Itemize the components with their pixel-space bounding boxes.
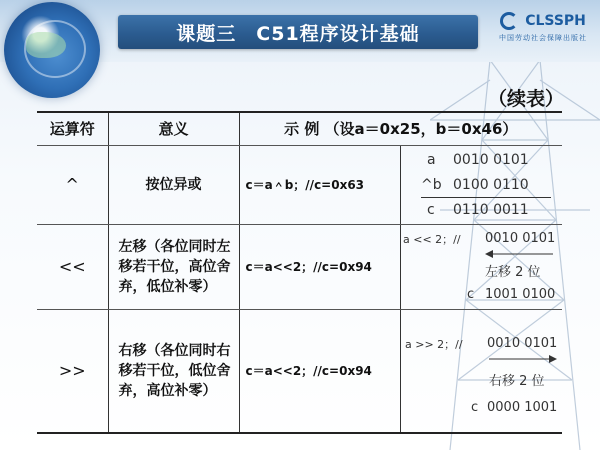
- calc-note: 左移 2 位: [485, 264, 541, 280]
- calc-value: 0010 0101: [487, 335, 558, 351]
- operator-table: [37, 111, 562, 434]
- publisher-logo: [488, 10, 598, 56]
- calc-value: 0100 0110: [453, 176, 529, 193]
- calc-label: c: [471, 399, 479, 415]
- calc-label: a: [427, 151, 436, 168]
- calc-value: 0110 0011: [453, 201, 529, 218]
- meaning-cell: 按位异或: [108, 145, 239, 224]
- logo-text: CLSSPH: [525, 12, 586, 29]
- calc-value: 0010 0101: [453, 151, 529, 168]
- example-cell: c＝a<<2；//c=0x94: [239, 224, 401, 309]
- header-operator: 运算符: [37, 112, 108, 145]
- example-cell: c＝a＾b；//c=0x63: [239, 145, 401, 224]
- calc-label: ^b: [421, 176, 442, 193]
- operator-cell: <<: [37, 224, 108, 309]
- calc-note: 右移 2 位: [489, 373, 545, 389]
- example-cell: c＝a<<2；//c=0x94: [239, 309, 401, 433]
- table-row: [37, 145, 562, 224]
- left-arrow-icon: [485, 249, 555, 259]
- calc-value: 1001 0100: [485, 286, 556, 302]
- globe-icon: [4, 2, 100, 98]
- calculation-figure: [401, 224, 563, 309]
- meaning-cell: 左移（各位同时左移若干位，高位舍弃，低位补零）: [108, 224, 239, 309]
- calc-label: c: [427, 201, 435, 218]
- operator-cell: >>: [37, 309, 108, 433]
- logo-icon: [500, 12, 518, 30]
- table-header-row: [37, 112, 562, 145]
- table-row: [37, 309, 562, 433]
- calc-value: 0000 1001: [487, 399, 558, 415]
- slide-title: 课题三 C51程序设计基础: [176, 22, 420, 45]
- calc-label: a << 2；//: [403, 232, 461, 246]
- calc-label: c: [467, 286, 475, 302]
- logo-subtext: 中国劳动社会保障出版社: [499, 33, 587, 42]
- continued-label: （续表）: [487, 88, 564, 110]
- calculation-figure: [401, 145, 563, 224]
- slide-header: [0, 0, 600, 62]
- header-meaning: 意义: [108, 112, 239, 145]
- right-arrow-icon: [487, 354, 557, 364]
- title-bar: [118, 15, 478, 49]
- calc-label: a >> 2；//: [405, 337, 463, 351]
- calc-value: 0010 0101: [485, 230, 556, 246]
- meaning-cell: 右移（各位同时右移若干位，低位舍弃，高位补零）: [108, 309, 239, 433]
- calculation-figure: [401, 309, 563, 433]
- table-row: [37, 224, 562, 309]
- operator-cell: ^: [37, 145, 108, 224]
- header-example: 示 例 （设a＝0x25，b＝0x46）: [239, 112, 562, 145]
- calc-divider: [421, 197, 551, 198]
